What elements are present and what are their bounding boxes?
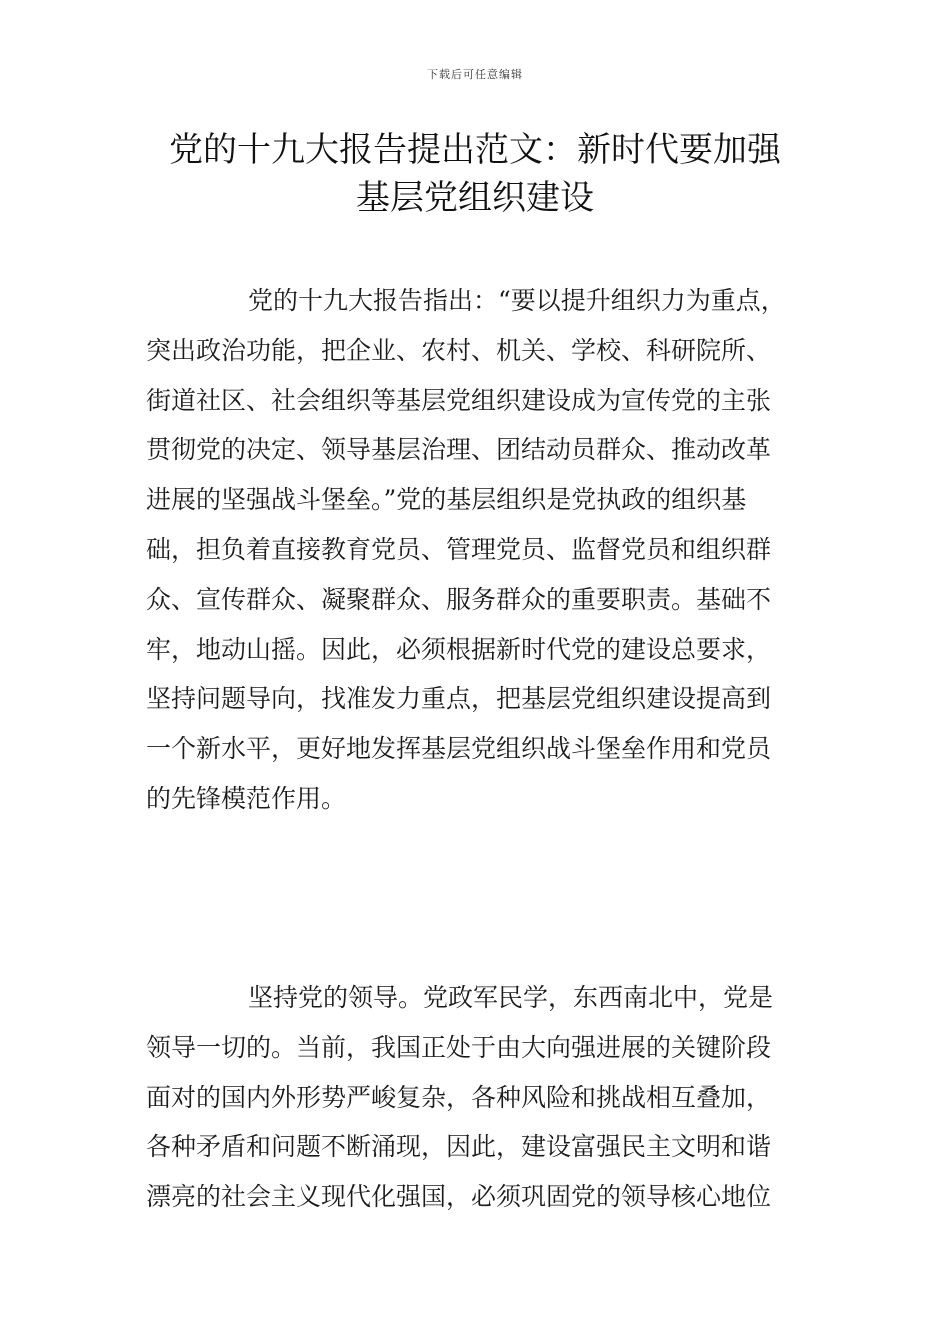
paragraph-line: 领导一切的。当前，我国正处于由大向强进展的关键阶段 <box>146 1032 772 1062</box>
paragraph-line: 漂亮的社会主义现代化强国，必须巩固党的领导核心地位 <box>146 1182 772 1212</box>
paragraph-line: 坚持问题导向，找准发力重点，把基层党组织建设提高到 <box>146 684 772 714</box>
paragraph-line: 坚持党的领导。党政军民学，东西南北中，党是 <box>248 983 774 1012</box>
document-title <box>0 126 950 222</box>
paragraph-line: 街道社区、社会组织等基层党组织建设成为宣传党的主张 <box>146 385 772 415</box>
paragraph-line: 面对的国内外形势严峻复杂，各种风险和挑战相互叠加， <box>146 1082 772 1112</box>
paragraph-line: 一个新水平，更好地发挥基层党组织战斗堡垒作用和党员 <box>146 734 772 764</box>
paragraph-line: 牢，地动山摇。因此，必须根据新时代党的建设总要求， <box>146 634 772 664</box>
paragraph-line: 党的十九大报告指出：“要以提升组织力为重点， <box>248 286 786 315</box>
paragraph-line: 的先锋模范作用。 <box>146 783 347 813</box>
header-note: 下载后可任意编辑 <box>427 68 523 81</box>
paragraph-line: 贯彻党的决定、领导基层治理、团结动员群众、推动改革 <box>146 435 772 465</box>
paragraph-line: 进展的坚强战斗堡垒。”党的基层组织是党执政的组织基 <box>146 485 747 515</box>
paragraph-line: 突出政治功能，把企业、农村、机关、学校、科研院所、 <box>146 335 772 365</box>
title-line-1: 党的十九大报告提出范文：新时代要加强 <box>169 130 781 170</box>
paragraph-line: 众、宣传群众、凝聚群众、服务群众的重要职责。基础不 <box>146 584 772 614</box>
paragraph-line: 各种矛盾和问题不断涌现，因此，建设富强民主文明和谐 <box>146 1132 772 1162</box>
title-line-2: 基层党组织建设 <box>356 178 594 218</box>
paragraph-1 <box>146 276 836 824</box>
paragraph-2 <box>146 973 836 1222</box>
paragraph-line: 础，担负着直接教育党员、管理党员、监督党员和组织群 <box>146 534 772 564</box>
